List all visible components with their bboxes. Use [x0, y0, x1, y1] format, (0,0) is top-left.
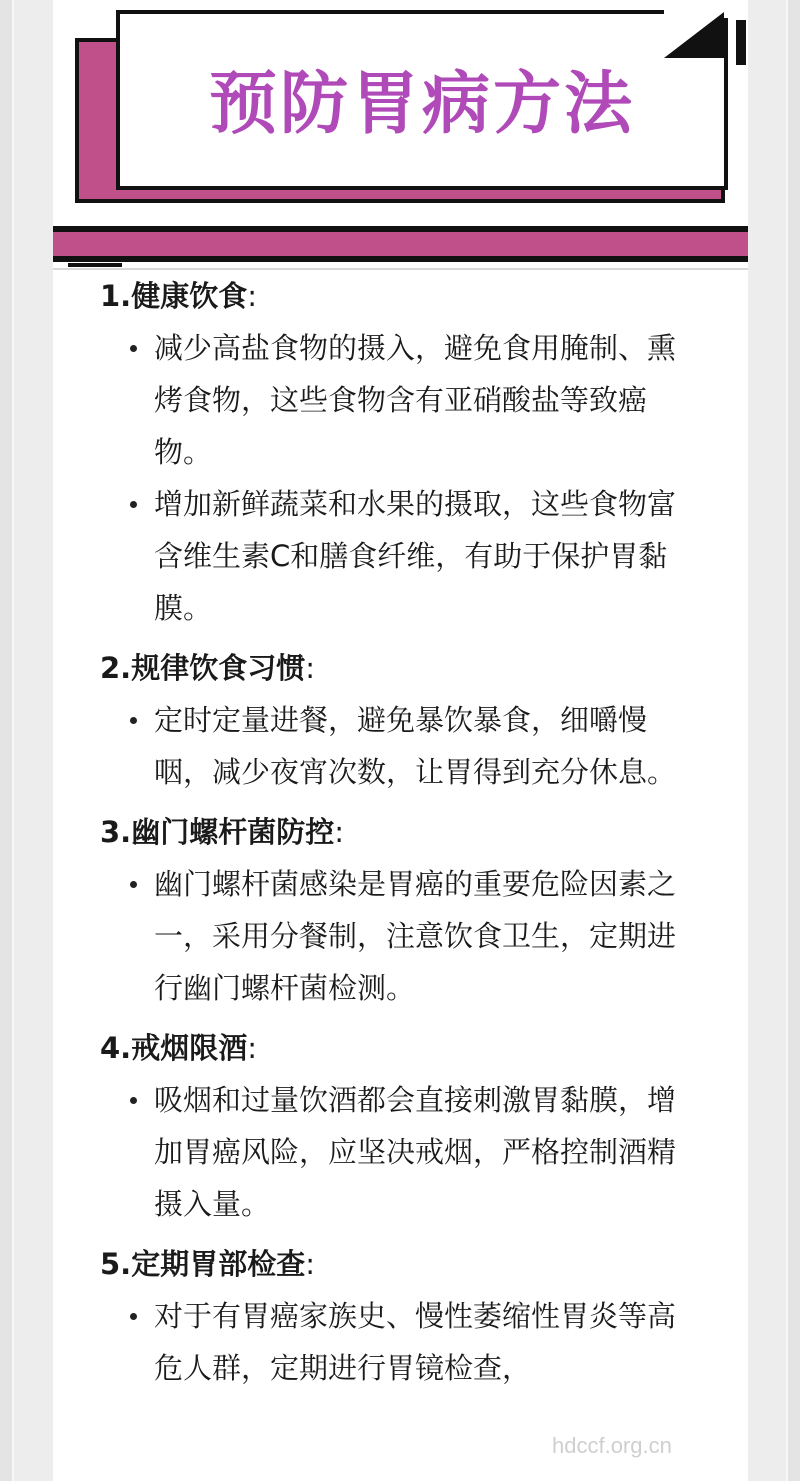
watermark: hdccf.org.cn	[552, 1433, 672, 1458]
list-item: 增加新鲜蔬菜和水果的摄取，这些食物富含维生素C和膳食纤维，有助于保护胃黏膜。	[100, 478, 700, 634]
list-item: 定时定量进餐，避免暴饮暴食，细嚼慢咽，减少夜宵次数，让胃得到充分休息。	[100, 694, 700, 798]
article-content	[100, 274, 700, 1408]
bullet-list	[100, 1290, 700, 1394]
section-healthy-diet	[100, 276, 700, 634]
section-hp-control	[100, 812, 700, 1014]
divider	[53, 268, 748, 270]
section-checkups	[100, 1244, 700, 1394]
list-item: 减少高盐食物的摄入，避免食用腌制、熏烤食物，这些食物含有亚硝酸盐等致癌物。	[100, 322, 700, 478]
list-item: 吸烟和过量饮酒都会直接刺激胃黏膜，增加胃癌风险，应坚决戒烟，严格控制酒精摄入量。	[100, 1074, 700, 1230]
section-title: 5.定期胃部检查:	[100, 1247, 315, 1281]
bullet-list	[100, 322, 700, 634]
divider-mark	[68, 263, 122, 267]
section-title: 1.健康饮食:	[100, 279, 257, 313]
section-title: 4.戒烟限酒:	[100, 1031, 257, 1065]
header-band	[53, 226, 748, 262]
bullet-list	[100, 1074, 700, 1230]
list-item: 对于有胃癌家族史、慢性萎缩性胃炎等高危人群，定期进行胃镜检查，	[100, 1290, 700, 1394]
section-title: 2.规律饮食习惯:	[100, 651, 315, 685]
section-smoking-drinking	[100, 1028, 700, 1230]
section-title: 3.幽门螺杆菌防控:	[100, 815, 344, 849]
list-item: 幽门螺杆菌感染是胃癌的重要危险因素之一，采用分餐制，注意饮食卫生，定期进行幽门螺杆菌检测。	[100, 858, 700, 1014]
bullet-list	[100, 858, 700, 1014]
bullet-list	[100, 694, 700, 798]
section-regular-meals	[100, 648, 700, 798]
header-edge-mark	[736, 20, 746, 65]
page-title: 预防胃病方法	[208, 65, 635, 144]
